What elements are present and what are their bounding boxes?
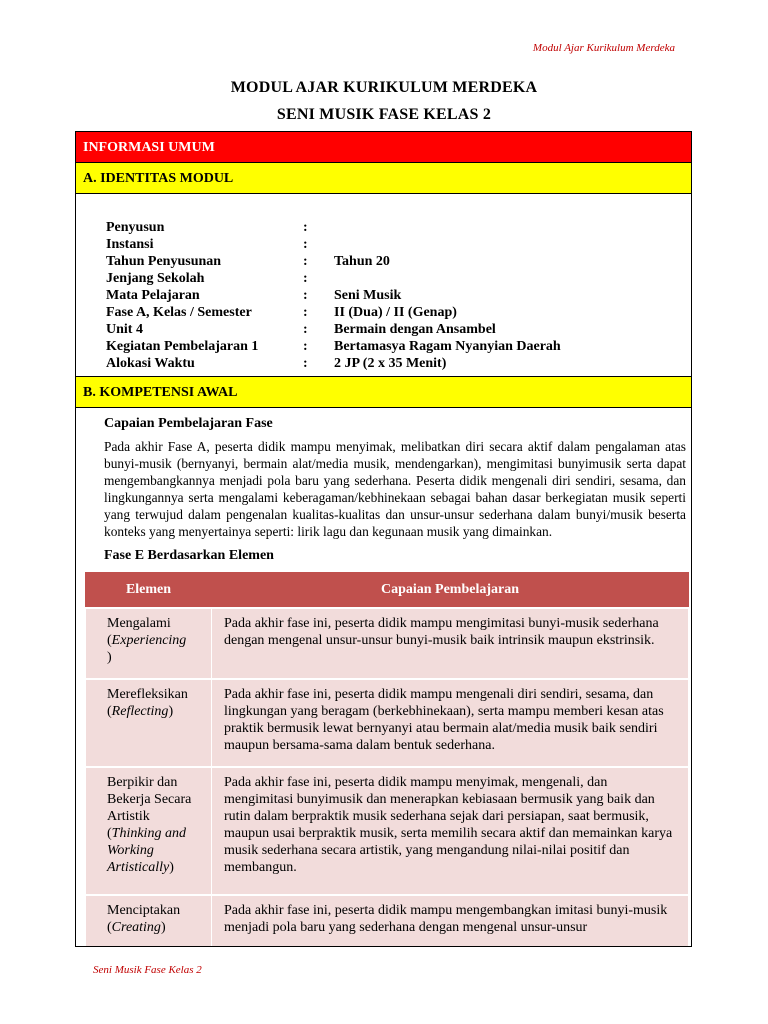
identity-row (106, 304, 691, 321)
elemen-name: Berpikir dan Bekerja Secara Artistik (107, 775, 192, 824)
table-row (86, 895, 689, 947)
identity-colon: : (303, 288, 308, 303)
document-subtitle: SENI MUSIK FASE KELAS 2 (276, 106, 492, 123)
section-informasi-umum: INFORMASI UMUM (76, 132, 691, 163)
elemen-cell: Merefleksikan (Reflecting) (86, 679, 212, 767)
capaian-cell: Pada akhir fase ini, peserta didik mampu mengenali diri sendiri, sesama, dan lingkungan yang beragam (berkebhinekaan), serta mampu memberi kesan atas praktik bermusik lewat bernyanyi atau bermain alat/media musik baik sendiri maupun bersama-sama dalam bentuk sederhana. (212, 679, 689, 767)
table-row (86, 767, 689, 895)
elemen-english: Creating (111, 920, 161, 935)
elemen-english: Thinking and Working Artistically (107, 826, 186, 875)
identity-value: Bertamasya Ragam Nyanyian Daerah (334, 339, 561, 354)
header-elemen: Elemen (86, 573, 212, 609)
elemen-close: ) (169, 860, 174, 875)
identity-value: Seni Musik (334, 288, 402, 303)
header-capaian: Capaian Pembelajaran (212, 573, 689, 609)
identity-value: 2 JP (2 x 35 Menit) (334, 356, 447, 371)
elemen-close: ) (168, 704, 174, 719)
identity-colon: : (303, 322, 308, 337)
capaian-cell: Pada akhir fase ini, peserta didik mampu menyimak, mengenali, dan mengimitasi bunyimusik dan menerapkan kebiasaan bermusik yang baik dan rutin dalam berpraktik musik sederhana sejak dari persiapan, saat bermusik, maupun usai berpraktik musik, serta memilih secara aktif dan memainkan karya musik sederhana secara artistik, yang mengandung nilai-nilai positif dan membangun. (212, 767, 689, 895)
table-row (86, 608, 689, 679)
running-footer: Seni Musik Fase Kelas 2 (93, 964, 202, 976)
elemen-table (85, 572, 689, 947)
elemen-close: ) (160, 920, 166, 935)
identity-label: Jenjang Sekolah (106, 271, 205, 286)
capaian-cell: Pada akhir fase ini, peserta didik mampu mengimitasi bunyi-musik sederhana dengan mengenal unsur-unsur bunyi-musik baik intrinsik maupun ekstrinsik. (212, 608, 689, 679)
identity-row (106, 270, 691, 287)
section-identitas-modul: A. IDENTITAS MODUL (76, 163, 691, 194)
elemen-cell: Berpikir dan Bekerja Secara Artistik (Thinking and Working Artistically) (86, 767, 212, 895)
identity-label: Alokasi Waktu (106, 356, 195, 371)
identity-label: Fase A, Kelas / Semester (106, 305, 252, 320)
identity-row (106, 219, 691, 236)
identity-colon: : (303, 305, 308, 320)
identity-colon: : (303, 237, 308, 252)
identity-row (106, 338, 691, 355)
identity-value: Tahun 20 (334, 254, 390, 269)
identity-row (106, 321, 691, 338)
elemen-name: Mengalami (107, 616, 171, 631)
identity-label: Instansi (106, 237, 154, 252)
identity-value: II (Dua) / II (Genap) (334, 305, 457, 320)
capaian-paragraph: Pada akhir Fase A, peserta didik mampu menyimak, melibatkan diri secara aktif dalam pengalaman atas bunyi-musik (bernyanyi, bermain alat/media musik, mendengarkan), mengimitasi bunyimusik serta dapat mengembangkannya menjadi pola baru yang sederhana. Peserta didik mengenali diri sendiri, sesama, dan lingkungannya serta mengalami keberagaman/kebhinekaan sebagai bahan dasar berkegiatan musik seperti yang terwujud dalam pengenalan kualitas-kualitas dan unsur-unsur sederhana dalam bunyi/musik beserta konteks yang menyertainya seperti: lirik lagu dan kegunaan musik yang dimainkan. (104, 439, 686, 539)
document-title: MODUL AJAR KURIKULUM MERDEKA (230, 79, 538, 96)
module-frame (75, 131, 692, 947)
elemen-name: Merefleksikan (107, 687, 188, 702)
kompetensi-body (76, 408, 691, 947)
table-row (86, 679, 689, 767)
identity-colon: : (303, 271, 308, 286)
identity-colon: : (303, 339, 308, 354)
identity-label: Tahun Penyusunan (106, 254, 222, 269)
identity-row (106, 253, 691, 270)
identity-colon: : (303, 220, 308, 235)
elemen-name: Menciptakan (107, 903, 181, 918)
identity-label: Penyusun (106, 220, 165, 235)
capaian-cell: Pada akhir fase ini, peserta didik mampu mengembangkan imitasi bunyi-musik menjadi pola baru yang sederhana dengan mengenal unsur-unsur (212, 895, 689, 947)
identity-colon: : (303, 356, 308, 371)
elemen-close: ) (107, 650, 112, 665)
identity-list (76, 194, 691, 377)
elemen-cell: Menciptakan (Creating) (86, 895, 212, 947)
identity-row (106, 287, 691, 304)
identity-row (106, 236, 691, 253)
identity-row (106, 355, 691, 372)
identity-label: Mata Pelajaran (106, 288, 200, 303)
elemen-english: Reflecting (111, 704, 169, 719)
identity-label: Kegiatan Pembelajaran 1 (106, 339, 259, 354)
fase-heading: Fase E Berdasarkan Elemen (104, 548, 274, 563)
identity-value: Bermain dengan Ansambel (334, 322, 496, 337)
elemen-cell: Mengalami (Experiencing ) (86, 608, 212, 679)
capaian-heading: Capaian Pembelajaran Fase (104, 416, 273, 431)
section-kompetensi-awal: B. KOMPETENSI AWAL (76, 377, 691, 408)
elemen-english: Experiencing (111, 633, 187, 648)
identity-label: Unit 4 (106, 322, 143, 337)
identity-colon: : (303, 254, 308, 269)
table-header-row (86, 573, 689, 609)
running-header: Modul Ajar Kurikulum Merdeka (532, 42, 675, 54)
